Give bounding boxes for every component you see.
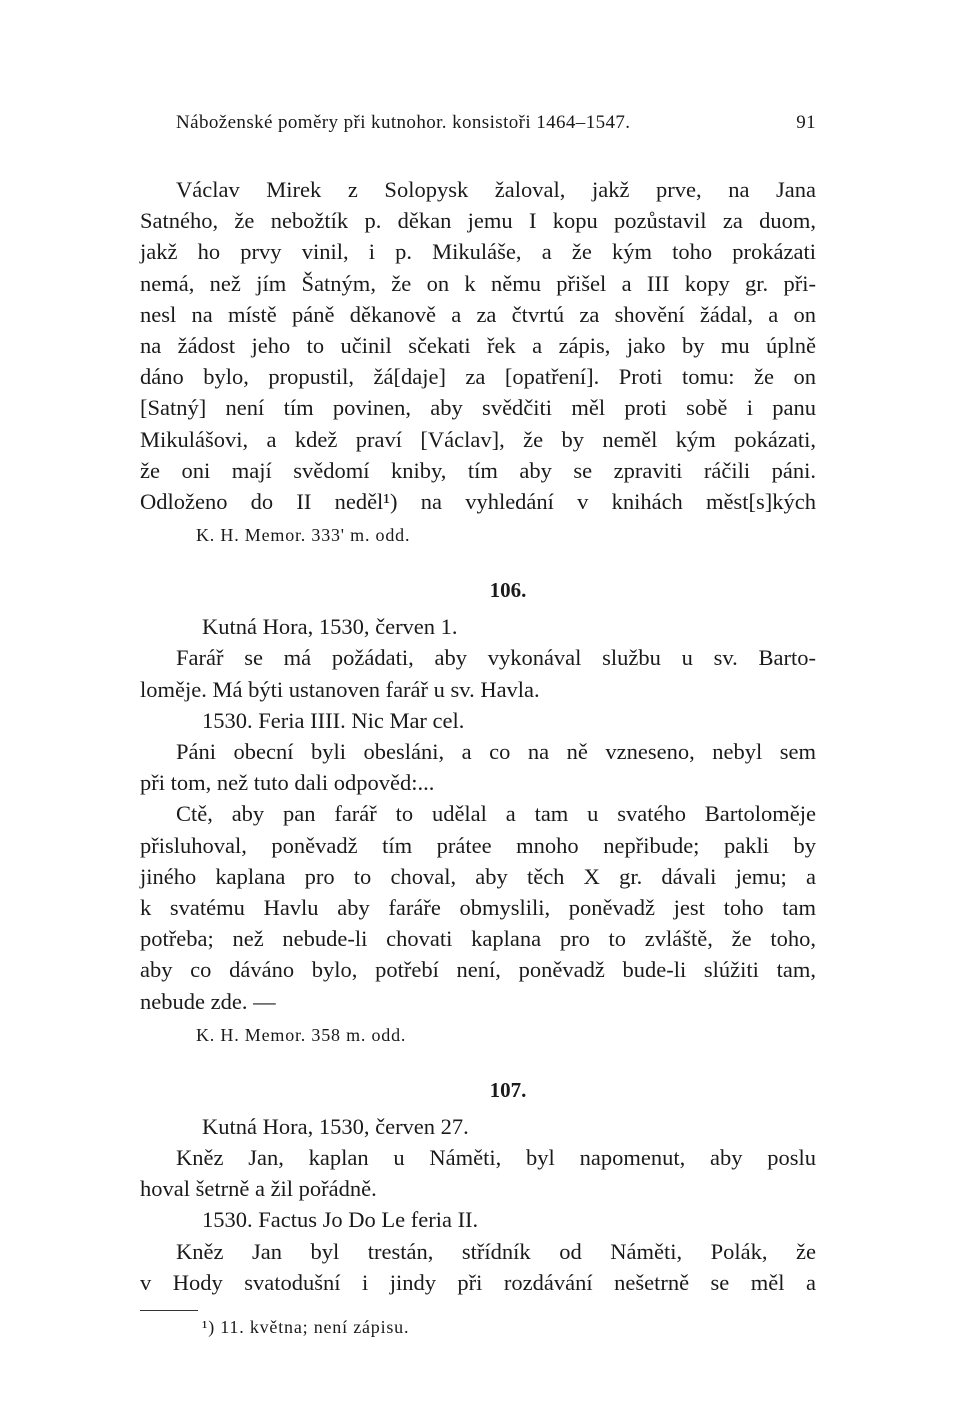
text-line: Ctě, aby pan farář to udělal a tam u svatého Bartoloměje xyxy=(176,801,816,827)
text-line: potřeba; než nebude-li chovati kaplana pro to zvláště, že toho, xyxy=(140,926,816,952)
text-line: Odloženo do II neděl¹) na vyhledání v knihách měst[s]kých xyxy=(140,489,816,515)
text-line: jakž ho prvy vinil, i p. Mikuláše, a že kým toho prokázati xyxy=(140,239,816,265)
dating-line: 1530. Factus Jo Do Le feria II. xyxy=(202,1207,479,1233)
source-citation: K. H. Memor. 333' m. odd. xyxy=(196,525,411,546)
text-line: dáno bylo, propustil, žá[daje] za [opatření]. Proti tomu: že on xyxy=(140,364,816,390)
text-line: v Hody svatodušní i jindy při rozdávání nešetrně se měl a xyxy=(140,1269,816,1295)
text-line: Václav Mirek z Solopysk žaloval, jakž prve, na Jana xyxy=(176,177,816,202)
place-date: Kutná Hora, 1530, červen 27. xyxy=(202,1113,469,1139)
text-line: Satného, že nebožtík p. děkan jemu I kopu pozůstavil za duom, xyxy=(140,208,816,234)
text-line: Páni obecní byli obesláni, a co na ně vzneseno, nebyl sem xyxy=(176,739,816,765)
text-line: nemá, než jím Šatným, že on k němu přišel a III kopy gr. při- xyxy=(140,270,816,296)
summary-paragraph xyxy=(140,1142,816,1204)
text-paragraph xyxy=(140,798,816,1016)
text-line: aby co dáváno bylo, potřebí není, poněvadž bude-li slúžiti tam, xyxy=(140,957,816,983)
text-paragraph xyxy=(140,1236,816,1298)
text-paragraph xyxy=(140,736,816,798)
text-line: jiného kaplana pro to choval, aby těch X gr. dávali jemu; a xyxy=(140,863,816,889)
source-citation: K. H. Memor. 358 m. odd. xyxy=(196,1024,407,1045)
text-line: Kněz Jan, kaplan u Náměti, byl napomenut, aby poslu xyxy=(176,1145,816,1171)
running-head-title: Náboženské poměry při kutnohor. konsistoři 1464–1547. xyxy=(176,112,631,133)
text-line: nesl na místě páně děkanově a za čtvrtú za shovění žádal, a on xyxy=(140,301,816,327)
text-line: Kněz Jan byl trestán, střídník od Náměti, Polák, že xyxy=(176,1238,816,1264)
footnote-divider xyxy=(140,1310,198,1311)
text-line: [Satný] není tím povinen, aby svědčiti měl proti sobě i panu xyxy=(140,395,816,421)
block1-paragraph xyxy=(140,174,816,517)
text-line: nebude zde. — xyxy=(140,988,276,1014)
footnote: ¹) 11. května; není zápisu. xyxy=(202,1317,410,1338)
text-line: Farář se má požádati, aby vykonával službu u sv. Barto- xyxy=(176,645,816,671)
document-number: 106. xyxy=(489,578,527,603)
text-line: na žádost jeho to učinil sčekati řek a zápis, jako by mu úplně xyxy=(140,333,816,359)
text-line: hoval šetrně a žil pořádně. xyxy=(140,1176,377,1202)
text-line: že oni mají svědomí kniby, tím aby se zpraviti ráčili páni. xyxy=(140,457,816,483)
text-line: při tom, než tuto dali odpověd:... xyxy=(140,770,435,796)
running-head xyxy=(176,112,816,134)
page xyxy=(140,112,816,1338)
text-line: přisluhoval, poněvadž tím prátee mnoho nepřibude; pakli by xyxy=(140,832,816,858)
place-date: Kutná Hora, 1530, červen 1. xyxy=(202,614,458,640)
text-line: loměje. Má býti ustanoven farář u sv. Havla. xyxy=(140,676,540,702)
document-number: 107. xyxy=(489,1077,527,1102)
page-number: 91 xyxy=(796,112,816,133)
summary-paragraph xyxy=(140,642,816,704)
dating-line: 1530. Feria IIII. Nic Mar cel. xyxy=(202,707,465,733)
text-line: Mikulášovi, a kdež praví [Václav], že by neměl kým pokázati, xyxy=(140,426,816,452)
text-line: k svatému Havlu aby faráře obmyslili, poněvadž jest toho tam xyxy=(140,895,816,921)
